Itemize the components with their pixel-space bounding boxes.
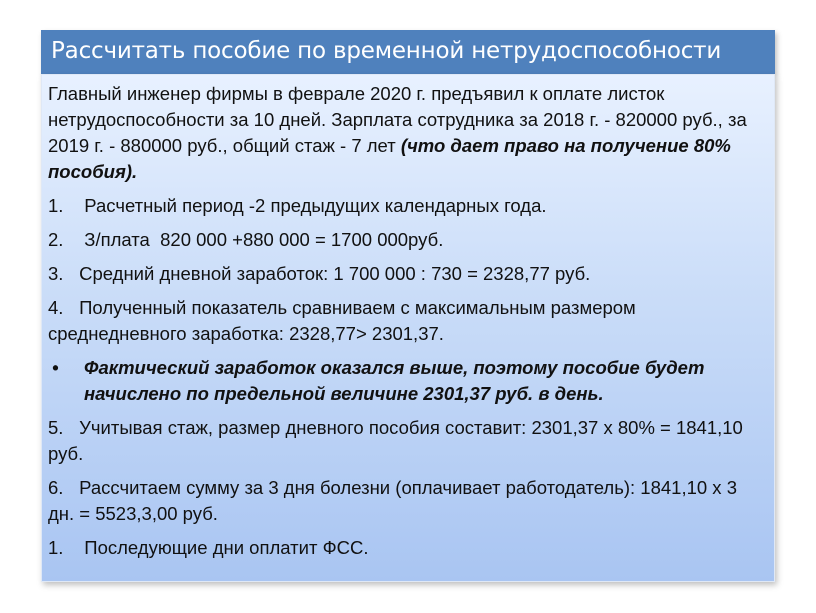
- list-text: Последующие дни оплатит ФСС.: [74, 537, 369, 558]
- list-item: [48, 475, 770, 527]
- list-item: [48, 295, 770, 347]
- list-number: 3.: [48, 263, 64, 284]
- list-number: 2.: [48, 229, 64, 250]
- list-number: 6.: [48, 477, 64, 498]
- bullet-text: Фактический заработок оказался выше, поэтому пособие будет начислено по предельной величине 2301,37 руб. в день.: [84, 357, 705, 404]
- list-text: Полученный показатель сравниваем с максимальным размером среднедневного заработка: 2328,77> 2301,37.: [48, 297, 641, 344]
- list-text: Рассчитаем сумму за 3 дня болезни (оплачивает работодатель): 1841,10 х 3 дн. = 5523,3,00 руб.: [48, 477, 748, 524]
- list-text: Расчетный период -2 предыдущих календарных года.: [74, 195, 547, 216]
- list-number: 4.: [48, 297, 64, 318]
- list-item: [48, 535, 770, 561]
- list-number: 1.: [48, 537, 64, 558]
- list-item: [48, 227, 770, 253]
- list-text: Средний дневной заработок: 1 700 000 : 730 = 2328,77 руб.: [74, 263, 591, 284]
- intro-text: Главный инженер фирмы в феврале 2020 г. предъявил к оплате листок нетрудоспособности за 10 дней. Зарплата сотрудника за 2018 г. - 820000 руб., за 2019 г. - 880000 руб., общий стаж - 7 лет: [48, 83, 747, 156]
- bullet-icon: •: [52, 357, 59, 378]
- bullet-item: [48, 355, 770, 407]
- list-text: Учитывая стаж, размер дневного пособия составит: 2301,37 х 80% = 1841,10 руб.: [48, 417, 748, 464]
- list-number: 5.: [48, 417, 64, 438]
- list-item: [48, 261, 770, 287]
- slide-title-bar: [41, 30, 775, 74]
- intro-emphasis: (что дает право на получение 80% пособия).: [48, 135, 731, 182]
- list-number: 1.: [48, 195, 64, 216]
- list-item: [48, 193, 770, 219]
- list-text: З/плата 820 000 +880 000 = 1700 000руб.: [74, 229, 444, 250]
- list-item: [48, 415, 770, 467]
- intro-paragraph: [48, 81, 770, 185]
- slide-title: Рассчитать пособие по временной нетрудоспособности: [51, 38, 722, 64]
- slide-content: [41, 74, 775, 582]
- slide-text: [48, 81, 770, 569]
